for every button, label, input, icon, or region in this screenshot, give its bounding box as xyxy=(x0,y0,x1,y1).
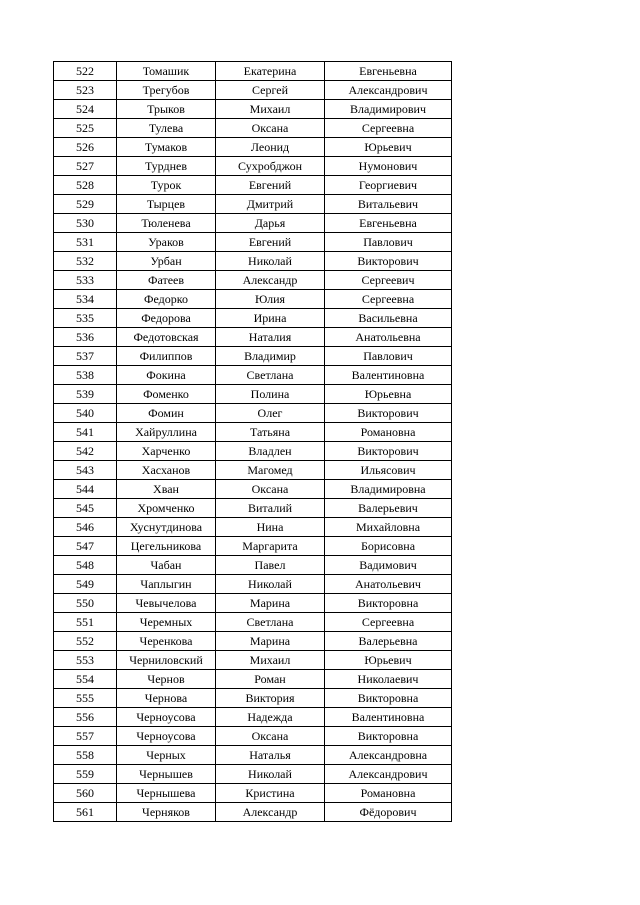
last-name-cell: Федорко xyxy=(117,290,216,309)
patronymic-cell: Александрович xyxy=(325,765,452,784)
patronymic-cell: Владимировна xyxy=(325,480,452,499)
table-row xyxy=(54,62,452,81)
table-row xyxy=(54,100,452,119)
last-name-cell: Хван xyxy=(117,480,216,499)
patronymic-cell: Фёдорович xyxy=(325,803,452,822)
patronymic-cell: Михайловна xyxy=(325,518,452,537)
last-name-cell: Чабан xyxy=(117,556,216,575)
patronymic-cell: Анатольевна xyxy=(325,328,452,347)
table-row xyxy=(54,233,452,252)
first-name-cell: Сухробджон xyxy=(216,157,325,176)
first-name-cell: Кристина xyxy=(216,784,325,803)
last-name-cell: Черняков xyxy=(117,803,216,822)
patronymic-cell: Валерьевна xyxy=(325,632,452,651)
last-name-cell: Хромченко xyxy=(117,499,216,518)
row-number-cell: 524 xyxy=(54,100,117,119)
patronymic-cell: Борисовна xyxy=(325,537,452,556)
row-number-cell: 542 xyxy=(54,442,117,461)
table-row xyxy=(54,385,452,404)
row-number-cell: 549 xyxy=(54,575,117,594)
table-row xyxy=(54,803,452,822)
row-number-cell: 528 xyxy=(54,176,117,195)
patronymic-cell: Евгеньевна xyxy=(325,214,452,233)
last-name-cell: Фоменко xyxy=(117,385,216,404)
row-number-cell: 548 xyxy=(54,556,117,575)
last-name-cell: Чернышева xyxy=(117,784,216,803)
patronymic-cell: Витальевич xyxy=(325,195,452,214)
first-name-cell: Полина xyxy=(216,385,325,404)
first-name-cell: Оксана xyxy=(216,480,325,499)
first-name-cell: Ирина xyxy=(216,309,325,328)
last-name-cell: Турок xyxy=(117,176,216,195)
row-number-cell: 544 xyxy=(54,480,117,499)
row-number-cell: 552 xyxy=(54,632,117,651)
first-name-cell: Оксана xyxy=(216,119,325,138)
row-number-cell: 550 xyxy=(54,594,117,613)
row-number-cell: 560 xyxy=(54,784,117,803)
patronymic-cell: Валентиновна xyxy=(325,366,452,385)
table-row xyxy=(54,670,452,689)
patronymic-cell: Викторович xyxy=(325,404,452,423)
row-number-cell: 522 xyxy=(54,62,117,81)
table-row xyxy=(54,784,452,803)
last-name-cell: Турднев xyxy=(117,157,216,176)
first-name-cell: Александр xyxy=(216,803,325,822)
first-name-cell: Роман xyxy=(216,670,325,689)
table-row xyxy=(54,328,452,347)
last-name-cell: Чаплыгин xyxy=(117,575,216,594)
row-number-cell: 545 xyxy=(54,499,117,518)
row-number-cell: 525 xyxy=(54,119,117,138)
patronymic-cell: Александрович xyxy=(325,81,452,100)
roster-table-body xyxy=(54,62,452,822)
last-name-cell: Черных xyxy=(117,746,216,765)
patronymic-cell: Юрьевич xyxy=(325,651,452,670)
first-name-cell: Михаил xyxy=(216,651,325,670)
first-name-cell: Юлия xyxy=(216,290,325,309)
row-number-cell: 531 xyxy=(54,233,117,252)
first-name-cell: Марина xyxy=(216,632,325,651)
patronymic-cell: Георгиевич xyxy=(325,176,452,195)
row-number-cell: 557 xyxy=(54,727,117,746)
last-name-cell: Фокина xyxy=(117,366,216,385)
patronymic-cell: Павлович xyxy=(325,347,452,366)
row-number-cell: 547 xyxy=(54,537,117,556)
table-row xyxy=(54,423,452,442)
row-number-cell: 546 xyxy=(54,518,117,537)
patronymic-cell: Юрьевич xyxy=(325,138,452,157)
last-name-cell: Чернышев xyxy=(117,765,216,784)
first-name-cell: Екатерина xyxy=(216,62,325,81)
first-name-cell: Татьяна xyxy=(216,423,325,442)
patronymic-cell: Викторовна xyxy=(325,689,452,708)
row-number-cell: 536 xyxy=(54,328,117,347)
patronymic-cell: Вадимович xyxy=(325,556,452,575)
row-number-cell: 554 xyxy=(54,670,117,689)
first-name-cell: Нина xyxy=(216,518,325,537)
table-row xyxy=(54,290,452,309)
table-row xyxy=(54,499,452,518)
table-row xyxy=(54,81,452,100)
first-name-cell: Оксана xyxy=(216,727,325,746)
table-row xyxy=(54,727,452,746)
row-number-cell: 556 xyxy=(54,708,117,727)
patronymic-cell: Ильясович xyxy=(325,461,452,480)
patronymic-cell: Сергеевна xyxy=(325,613,452,632)
patronymic-cell: Евгеньевна xyxy=(325,62,452,81)
table-row xyxy=(54,480,452,499)
first-name-cell: Светлана xyxy=(216,366,325,385)
row-number-cell: 538 xyxy=(54,366,117,385)
patronymic-cell: Викторович xyxy=(325,252,452,271)
patronymic-cell: Викторовна xyxy=(325,727,452,746)
table-row xyxy=(54,138,452,157)
first-name-cell: Надежда xyxy=(216,708,325,727)
first-name-cell: Дмитрий xyxy=(216,195,325,214)
row-number-cell: 533 xyxy=(54,271,117,290)
table-row xyxy=(54,746,452,765)
row-number-cell: 532 xyxy=(54,252,117,271)
patronymic-cell: Александровна xyxy=(325,746,452,765)
first-name-cell: Николай xyxy=(216,765,325,784)
patronymic-cell: Викторовна xyxy=(325,594,452,613)
table-row xyxy=(54,309,452,328)
table-row xyxy=(54,594,452,613)
patronymic-cell: Викторович xyxy=(325,442,452,461)
first-name-cell: Евгений xyxy=(216,233,325,252)
patronymic-cell: Валентиновна xyxy=(325,708,452,727)
table-row xyxy=(54,271,452,290)
last-name-cell: Тырцев xyxy=(117,195,216,214)
patronymic-cell: Валерьевич xyxy=(325,499,452,518)
last-name-cell: Ураков xyxy=(117,233,216,252)
table-row xyxy=(54,442,452,461)
last-name-cell: Федорова xyxy=(117,309,216,328)
row-number-cell: 530 xyxy=(54,214,117,233)
table-row xyxy=(54,575,452,594)
patronymic-cell: Сергеевна xyxy=(325,290,452,309)
table-row xyxy=(54,366,452,385)
row-number-cell: 535 xyxy=(54,309,117,328)
last-name-cell: Хасханов xyxy=(117,461,216,480)
table-row xyxy=(54,651,452,670)
last-name-cell: Харченко xyxy=(117,442,216,461)
row-number-cell: 527 xyxy=(54,157,117,176)
first-name-cell: Николай xyxy=(216,252,325,271)
first-name-cell: Николай xyxy=(216,575,325,594)
last-name-cell: Томашик xyxy=(117,62,216,81)
first-name-cell: Магомед xyxy=(216,461,325,480)
last-name-cell: Чернова xyxy=(117,689,216,708)
row-number-cell: 537 xyxy=(54,347,117,366)
first-name-cell: Павел xyxy=(216,556,325,575)
last-name-cell: Черенкова xyxy=(117,632,216,651)
row-number-cell: 523 xyxy=(54,81,117,100)
table-row xyxy=(54,632,452,651)
row-number-cell: 558 xyxy=(54,746,117,765)
table-row xyxy=(54,708,452,727)
patronymic-cell: Васильевна xyxy=(325,309,452,328)
row-number-cell: 539 xyxy=(54,385,117,404)
last-name-cell: Фатеев xyxy=(117,271,216,290)
first-name-cell: Виталий xyxy=(216,499,325,518)
last-name-cell: Хуснутдинова xyxy=(117,518,216,537)
table-row xyxy=(54,461,452,480)
patronymic-cell: Романовна xyxy=(325,423,452,442)
first-name-cell: Владлен xyxy=(216,442,325,461)
table-row xyxy=(54,214,452,233)
patronymic-cell: Николаевич xyxy=(325,670,452,689)
row-number-cell: 551 xyxy=(54,613,117,632)
row-number-cell: 541 xyxy=(54,423,117,442)
first-name-cell: Светлана xyxy=(216,613,325,632)
patronymic-cell: Юрьевна xyxy=(325,385,452,404)
row-number-cell: 540 xyxy=(54,404,117,423)
roster-table xyxy=(53,61,452,822)
patronymic-cell: Павлович xyxy=(325,233,452,252)
last-name-cell: Чевычелова xyxy=(117,594,216,613)
table-row xyxy=(54,404,452,423)
first-name-cell: Марина xyxy=(216,594,325,613)
table-row xyxy=(54,765,452,784)
last-name-cell: Черноусова xyxy=(117,727,216,746)
last-name-cell: Чернов xyxy=(117,670,216,689)
table-row xyxy=(54,347,452,366)
first-name-cell: Наталия xyxy=(216,328,325,347)
first-name-cell: Наталья xyxy=(216,746,325,765)
table-row xyxy=(54,252,452,271)
first-name-cell: Виктория xyxy=(216,689,325,708)
patronymic-cell: Владимирович xyxy=(325,100,452,119)
table-row xyxy=(54,518,452,537)
last-name-cell: Черемных xyxy=(117,613,216,632)
patronymic-cell: Анатольевич xyxy=(325,575,452,594)
table-row xyxy=(54,556,452,575)
row-number-cell: 534 xyxy=(54,290,117,309)
first-name-cell: Евгений xyxy=(216,176,325,195)
patronymic-cell: Сергеевич xyxy=(325,271,452,290)
last-name-cell: Тумаков xyxy=(117,138,216,157)
row-number-cell: 555 xyxy=(54,689,117,708)
last-name-cell: Черноусова xyxy=(117,708,216,727)
patronymic-cell: Сергеевна xyxy=(325,119,452,138)
last-name-cell: Хайруллина xyxy=(117,423,216,442)
patronymic-cell: Романовна xyxy=(325,784,452,803)
row-number-cell: 559 xyxy=(54,765,117,784)
first-name-cell: Леонид xyxy=(216,138,325,157)
last-name-cell: Урбан xyxy=(117,252,216,271)
table-row xyxy=(54,537,452,556)
last-name-cell: Федотовская xyxy=(117,328,216,347)
table-row xyxy=(54,689,452,708)
first-name-cell: Олег xyxy=(216,404,325,423)
last-name-cell: Тюленева xyxy=(117,214,216,233)
first-name-cell: Александр xyxy=(216,271,325,290)
first-name-cell: Дарья xyxy=(216,214,325,233)
table-row xyxy=(54,613,452,632)
first-name-cell: Владимир xyxy=(216,347,325,366)
table-row xyxy=(54,119,452,138)
last-name-cell: Филиппов xyxy=(117,347,216,366)
last-name-cell: Трегубов xyxy=(117,81,216,100)
last-name-cell: Трыков xyxy=(117,100,216,119)
row-number-cell: 526 xyxy=(54,138,117,157)
row-number-cell: 561 xyxy=(54,803,117,822)
table-row xyxy=(54,176,452,195)
row-number-cell: 543 xyxy=(54,461,117,480)
table-row xyxy=(54,195,452,214)
last-name-cell: Цегельникова xyxy=(117,537,216,556)
first-name-cell: Михаил xyxy=(216,100,325,119)
patronymic-cell: Нумонович xyxy=(325,157,452,176)
row-number-cell: 529 xyxy=(54,195,117,214)
first-name-cell: Сергей xyxy=(216,81,325,100)
last-name-cell: Тулева xyxy=(117,119,216,138)
table-row xyxy=(54,157,452,176)
last-name-cell: Фомин xyxy=(117,404,216,423)
first-name-cell: Маргарита xyxy=(216,537,325,556)
last-name-cell: Черниловский xyxy=(117,651,216,670)
row-number-cell: 553 xyxy=(54,651,117,670)
